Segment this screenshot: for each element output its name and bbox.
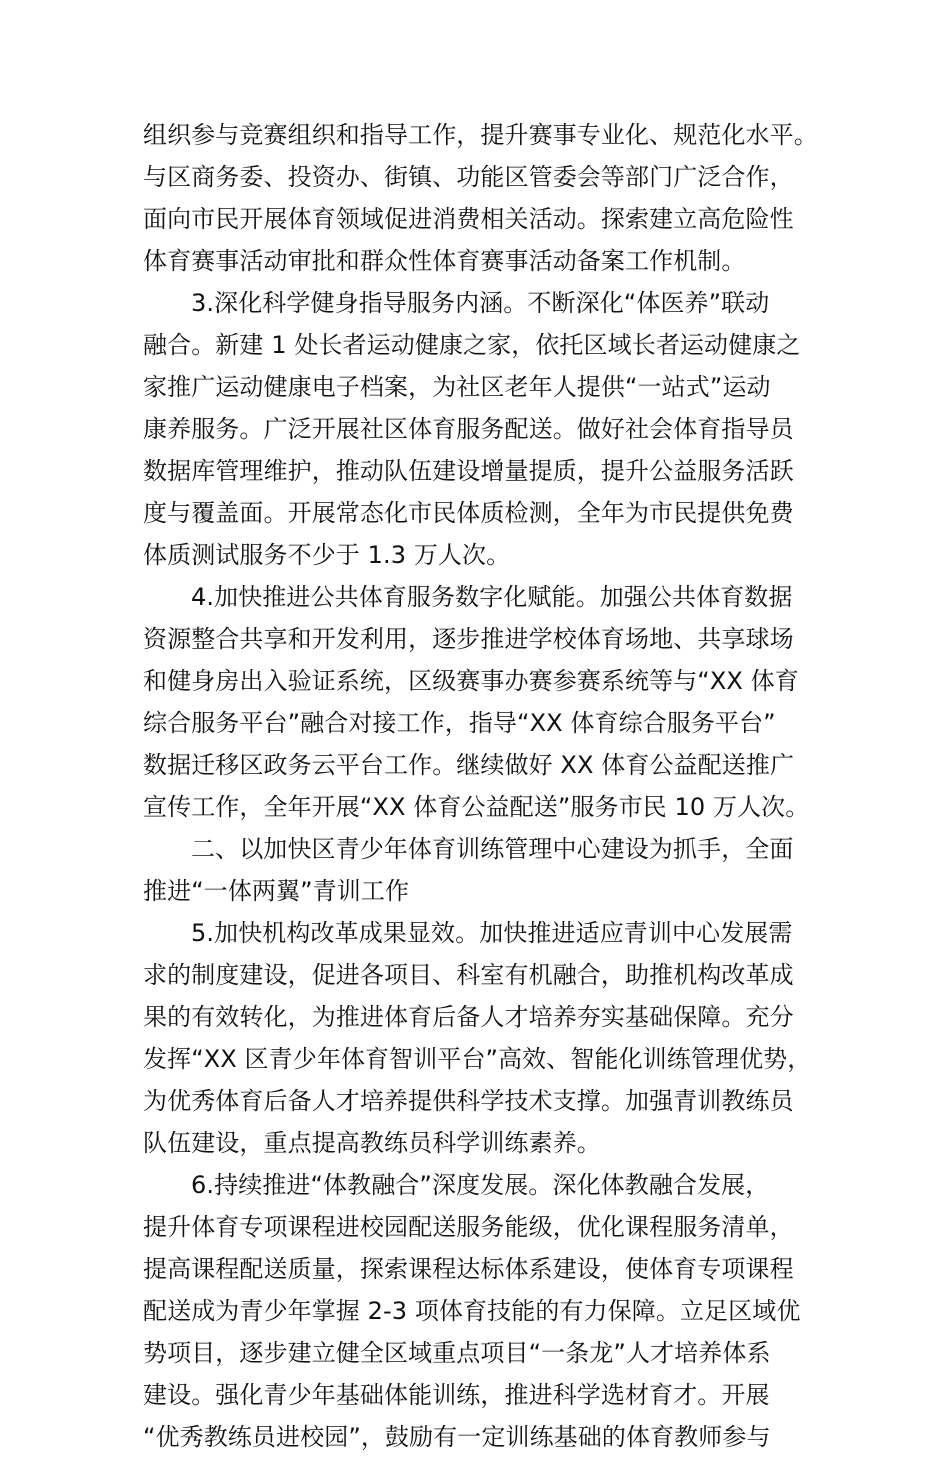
text-line: 面向市民开展体育领域促进消费相关活动。探索建立高危险性 (143, 205, 794, 233)
text-line: 度与覆盖面。开展常态化市民体质检测，全年为市民提供免费 (143, 499, 794, 527)
text-line: 提高课程配送质量，探索课程达标体系建设，使体育专项课程 (143, 1255, 794, 1283)
text-line: 和健身房出入验证系统，区级赛事办赛参赛系统等与“XX 体育 (143, 667, 799, 695)
text-line: 组织参与竞赛组织和指导工作，提升赛事专业化、规范化水平。 (143, 121, 818, 149)
text-line: 家推广运动健康电子档案，为社区老年人提供“一站式”运动 (143, 373, 771, 401)
text-line: 发挥“XX 区青少年体育智训平台”高效、智能化训练管理优势， (143, 1045, 812, 1073)
text-line: 建设。强化青少年基础体能训练，推进科学选材育才。开展 (143, 1381, 770, 1409)
text-line: 综合服务平台”融合对接工作，指导“XX 体育综合服务平台” (143, 709, 776, 737)
section-heading-line: 推进“一体两翼”青训工作 (143, 877, 410, 905)
body-text (143, 114, 833, 1458)
text-line: 体育赛事活动审批和群众性体育赛事活动备案工作机制。 (143, 247, 746, 275)
text-line: 宣传工作，全年开展“XX 体育公益配送”服务市民 10 万人次。 (143, 793, 810, 821)
text-line: 队伍建设，重点提高教练员科学训练素养。 (143, 1129, 601, 1157)
section-heading-line: 二、以加快区青少年体育训练管理中心建设为抓手，全面 (191, 835, 794, 863)
paragraph-start-line: 6.持续推进“体教融合”深度发展。深化体教融合发展， (191, 1171, 770, 1199)
paragraph-start-line: 3.深化科学健身指导服务内涵。不断深化“体医养”联动 (191, 289, 770, 317)
text-line: 为优秀体育后备人才培养提供科学技术支撑。加强青训教练员 (143, 1087, 794, 1115)
text-line: 体质测试服务不少于 1.3 万人次。 (143, 541, 511, 569)
text-line: 融合。新建 1 处长者运动健康之家，依托区域长者运动健康之 (143, 331, 801, 359)
paragraph-start-line: 4.加快推进公共体育服务数字化赋能。加强公共体育数据 (191, 583, 793, 611)
paragraph-start-line: 5.加快机构改革成果显效。加快推进适应青训中心发展需 (191, 919, 793, 947)
text-line: 数据库管理维护，推动队伍建设增量提质，提升公益服务活跃 (143, 457, 794, 485)
text-line: 配送成为青少年掌握 2-3 项体育技能的有力保障。立足区域优 (143, 1297, 801, 1325)
text-line: 势项目，逐步建立健全区域重点项目“一条龙”人才培养体系 (143, 1339, 771, 1367)
text-line: 资源整合共享和开发利用，逐步推进学校体育场地、共享球场 (143, 625, 794, 653)
text-line: 数据迁移区政务云平台工作。继续做好 XX 体育公益配送推广 (143, 751, 795, 779)
text-line: “优秀教练员进校园”，鼓励有一定训练基础的体育教师参与 (143, 1423, 771, 1451)
text-line: 与区商务委、投资办、街镇、功能区管委会等部门广泛合作， (143, 163, 794, 191)
text-line: 求的制度建设，促进各项目、科室有机融合，助推机构改革成 (143, 961, 794, 989)
text-line: 果的有效转化，为推进体育后备人才培养夯实基础保障。充分 (143, 1003, 794, 1031)
text-line: 康养服务。广泛开展社区体育服务配送。做好社会体育指导员 (143, 415, 794, 443)
text-line: 提升体育专项课程进校园配送服务能级，优化课程服务清单， (143, 1213, 794, 1241)
